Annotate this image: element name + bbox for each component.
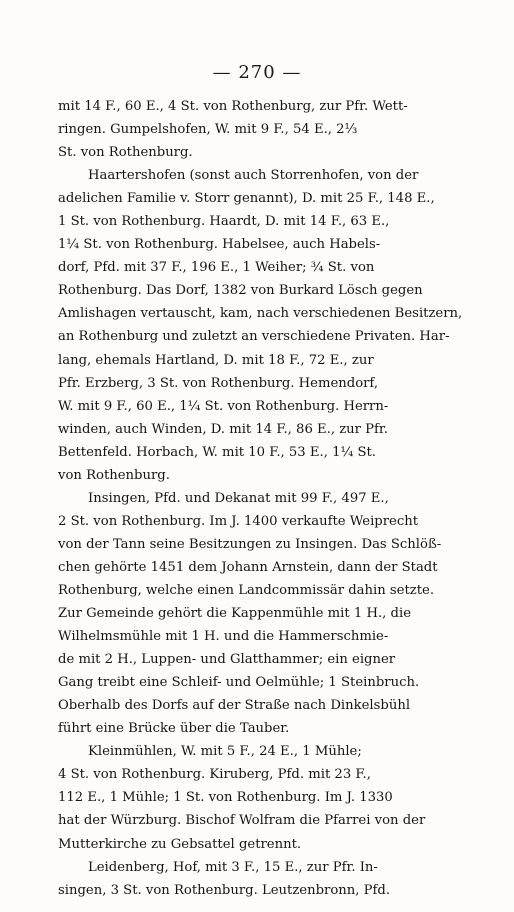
text-line: dorf, Pfd. mit 37 F., 196 E., 1 Weiher; ¾ St. von [58, 260, 375, 276]
text-line: Mutterkirche zu Gebsattel getrennt. [58, 836, 302, 852]
text-line: hat der Würzburg. Bischof Wolfram die Pfarrei von der [58, 813, 426, 829]
text-line: chen gehörte 1451 dem Johann Arnstein, dann der Stadt [58, 559, 438, 575]
text-line: führt eine Brücke über die Tauber. [58, 721, 290, 737]
text-line: W. mit 9 F., 60 E., 1¼ St. von Rothenburg. Herrn- [58, 398, 389, 414]
text-line: Wilhelmsmühle mit 1 H. und die Hammerschmie- [58, 629, 389, 645]
text-line: Oberhalb des Dorfs auf der Straße nach Dinkelsbühl [58, 698, 411, 714]
text-line: 2 St. von Rothenburg. Im J. 1400 verkaufte Weiprecht [58, 513, 419, 529]
text-line: Rothenburg, welche einen Landcommissär dahin setzte. [58, 582, 435, 598]
text-line: 112 E., 1 Mühle; 1 St. von Rothenburg. Im J. 1330 [58, 790, 393, 806]
body-text [58, 95, 474, 902]
text-line: Insingen, Pfd. und Dekanat mit 99 F., 497 E., [88, 490, 389, 506]
text-line: St. von Rothenburg. [58, 145, 193, 161]
text-line: Zur Gemeinde gehört die Kappenmühle mit 1 H., die [58, 606, 412, 622]
text-line: Haartershofen (sonst auch Storrenhofen, von der [88, 168, 419, 184]
text-line: adelichen Familie v. Storr genannt), D. mit 25 F., 148 E., [58, 191, 435, 207]
text-line: 4 St. von Rothenburg. Kiruberg, Pfd. mit 23 F., [58, 767, 371, 783]
text-line: mit 14 F., 60 E., 4 St. von Rothenburg, zur Pfr. Wett- [58, 99, 408, 114]
page-number: — 270 — [212, 62, 302, 83]
text-line: von Rothenburg. [58, 467, 170, 483]
text-line: Rothenburg. Das Dorf, 1382 von Burkard Lösch gegen [58, 283, 423, 299]
text-line: de mit 2 H., Luppen- und Glatthammer; ein eigner [58, 652, 396, 668]
text-line: lang, ehemals Hartland, D. mit 18 F., 72 E., zur [58, 352, 374, 368]
text-line: Kleinmühlen, W. mit 5 F., 24 E., 1 Mühle; [88, 744, 362, 760]
text-line: singen, 3 St. von Rothenburg. Leutzenbronn, Pfd. [58, 882, 391, 898]
text-line: Amlishagen vertauscht, kam, nach verschiedenen Besitzern, [58, 306, 463, 322]
text-line: 1¼ St. von Rothenburg. Habelsee, auch Habels- [58, 237, 381, 253]
text-line: Leidenberg, Hof, mit 3 F., 15 E., zur Pfr. In- [88, 859, 378, 875]
text-line: Bettenfeld. Horbach, W. mit 10 F., 53 E., 1¼ St. [58, 444, 376, 460]
text-line: Pfr. Erzberg, 3 St. von Rothenburg. Hemendorf, [58, 375, 379, 391]
text-line: 1 St. von Rothenburg. Haardt, D. mit 14 F., 63 E., [58, 214, 390, 230]
text-line: an Rothenburg und zuletzt an verschiedene Privaten. Har- [58, 329, 450, 345]
text-line: winden, auch Winden, D. mit 14 F., 86 E., zur Pfr. [58, 421, 388, 437]
text-line: ringen. Gumpelshofen, W. mit 9 F., 54 E., 2⅓ [58, 122, 358, 138]
text-line: von der Tann seine Besitzungen zu Insingen. Das Schlöß- [58, 536, 442, 552]
text-line: Gang treibt eine Schleif- und Oelmühle; 1 Steinbruch. [58, 675, 420, 691]
